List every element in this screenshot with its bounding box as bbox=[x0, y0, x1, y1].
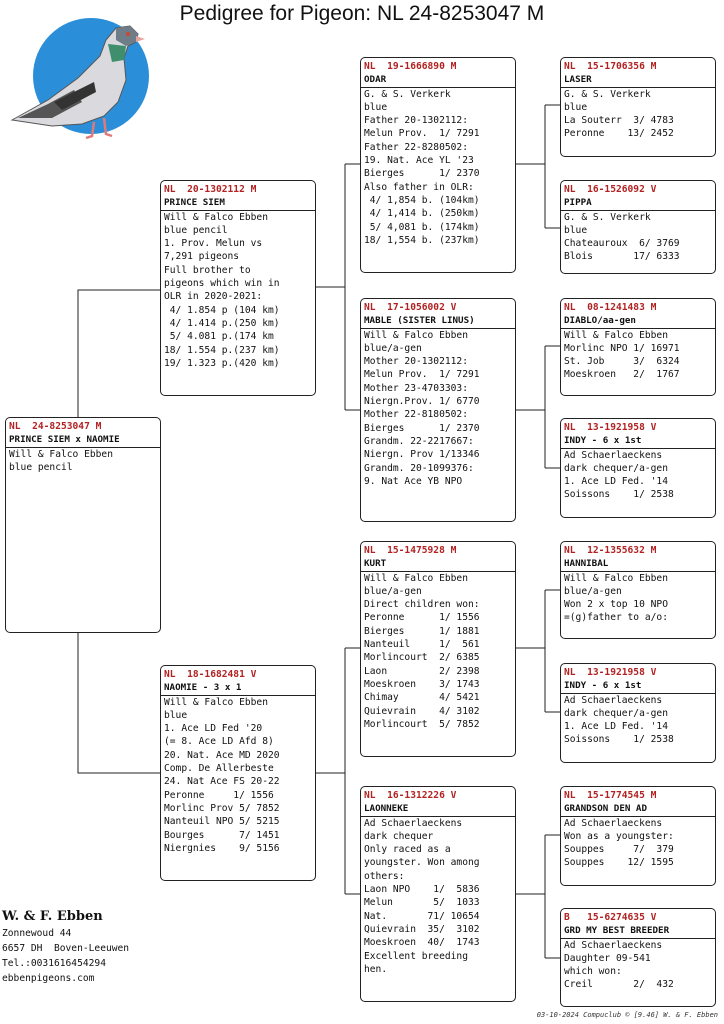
pigeon-name: LASER bbox=[561, 73, 715, 87]
card-line: Peronne 1/ 1556 bbox=[164, 789, 274, 801]
ring-number: NL 15-1475928 M bbox=[364, 545, 457, 556]
pigeon-name: KURT bbox=[361, 557, 515, 571]
pedigree-card-ggp-3 bbox=[560, 298, 716, 396]
breeder-address-street: Zonnewoud 44 bbox=[2, 928, 72, 939]
card-line: blue bbox=[164, 709, 188, 721]
card-line: St. Job 3/ 6324 bbox=[564, 356, 680, 368]
pigeon-name: PRINCE SIEM x NAOMIE bbox=[6, 433, 160, 447]
card-line: others: bbox=[364, 870, 405, 882]
card-line: Direct children won: bbox=[364, 599, 480, 611]
breeder-info bbox=[2, 908, 129, 986]
pigeon-name: NAOMIE - 3 x 1 bbox=[161, 681, 315, 695]
ring-number: NL 15-1774545 M bbox=[564, 790, 657, 801]
ring-number: NL 19-1666890 M bbox=[364, 61, 457, 72]
card-line: blue/a-gen bbox=[564, 585, 622, 597]
pedigree-card-father bbox=[160, 180, 316, 396]
pigeon-name: GRANDSON DEN AD bbox=[561, 802, 715, 816]
card-line: =(g)father to a/o: bbox=[564, 612, 668, 624]
card-line: Will & Falco Ebben bbox=[564, 329, 668, 341]
card-line: blue pencil bbox=[164, 224, 228, 236]
card-line: 24. Nat Ace FS 20-22 bbox=[164, 776, 280, 788]
ring-number: NL 12-1355632 M bbox=[564, 545, 657, 556]
ring-number: NL 24-8253047 M bbox=[9, 421, 102, 432]
card-line: Moeskroen 40/ 1743 bbox=[364, 937, 480, 949]
card-line: G. & S. Verkerk bbox=[564, 211, 651, 223]
card-line: Melun Prov. 1/ 7291 bbox=[364, 128, 480, 140]
card-line: Ad Schaerlaeckens bbox=[564, 817, 663, 829]
breeder-website: ebbenpigeons.com bbox=[2, 973, 95, 984]
ring-number: NL 15-1706356 M bbox=[564, 61, 657, 72]
card-line: Ad Schaerlaeckens bbox=[364, 817, 463, 829]
ring-number: NL 16-1312226 V bbox=[364, 790, 457, 801]
card-line: Melun Prov. 1/ 7291 bbox=[364, 369, 480, 381]
card-line: Mother 23-4703303: bbox=[364, 382, 468, 394]
card-line: Laon 2/ 2398 bbox=[364, 665, 480, 677]
pigeon-name: MABLE (SISTER LINUS) bbox=[361, 314, 515, 328]
card-line: 18/ 1,554 b. (237km) bbox=[364, 234, 480, 246]
card-line: Peronne 1/ 1556 bbox=[364, 612, 480, 624]
pedigree-card-paternal-grandfather bbox=[360, 57, 516, 273]
card-line: youngster. Won among bbox=[364, 857, 480, 869]
card-line: Chimay 4/ 5421 bbox=[364, 692, 480, 704]
card-line: Father 20-1302112: bbox=[364, 115, 468, 127]
pigeon-name: INDY - 6 x 1st bbox=[561, 434, 715, 448]
card-line: Also father in OLR: bbox=[364, 181, 474, 193]
pedigree-card-ggp-1 bbox=[560, 57, 716, 157]
card-line: Will & Falco Ebben bbox=[364, 572, 468, 584]
ring-number: NL 13-1921958 V bbox=[564, 422, 657, 433]
card-line: 19. Nat. Ace YL '23 bbox=[364, 155, 474, 167]
pigeon-name: GRD MY BEST BREEDER bbox=[561, 924, 715, 938]
card-line: Ad Schaerlaeckens bbox=[564, 939, 663, 951]
card-line: 4/ 1,414 b. (250km) bbox=[364, 208, 480, 220]
pedigree-card-maternal-grandfather bbox=[360, 541, 516, 757]
card-line: 1. Ace LD Fed. '14 bbox=[564, 721, 668, 733]
pigeon-name: ODAR bbox=[361, 73, 515, 87]
card-line: 9. Nat Ace YB NPO bbox=[364, 475, 463, 487]
card-line: Bierges 1/ 1881 bbox=[364, 625, 480, 637]
page-title: Pedigree for Pigeon: NL 24-8253047 M bbox=[179, 2, 545, 25]
card-line: dark chequer bbox=[364, 830, 434, 842]
card-line: Peronne 13/ 2452 bbox=[564, 128, 674, 140]
pigeon-name: INDY - 6 x 1st bbox=[561, 679, 715, 693]
card-line: Moeskroen 2/ 1767 bbox=[564, 369, 680, 381]
breeder-phone: Tel.:0031616454294 bbox=[2, 958, 106, 969]
card-line: blue bbox=[564, 224, 588, 236]
card-line: Soissons 1/ 2538 bbox=[564, 734, 674, 746]
pigeon-name: PIPPA bbox=[561, 196, 715, 210]
pedigree-card-ggp-5 bbox=[560, 541, 716, 639]
card-line: (= 8. Ace LD Afd 8) bbox=[164, 736, 274, 748]
ring-number: NL 18-1682481 V bbox=[164, 669, 257, 680]
card-line: Souppes 7/ 379 bbox=[564, 844, 674, 856]
pigeon-name: LAONNEKE bbox=[361, 802, 515, 816]
card-line: Quievrain 4/ 3102 bbox=[364, 705, 480, 717]
card-line: Niergnies 9/ 5156 bbox=[164, 842, 280, 854]
card-line: Will & Falco Ebben bbox=[564, 572, 668, 584]
pigeon-name: HANNIBAL bbox=[561, 557, 715, 571]
card-line: 5/ 4.081 p.(174 km bbox=[164, 331, 274, 343]
pigeon-name: DIABLO/aa-gen bbox=[561, 314, 715, 328]
breeder-address-city: 6657 DH Boven-Leeuwen bbox=[2, 943, 130, 954]
card-line: Niergn.Prov. 1/ 6770 bbox=[364, 396, 480, 408]
card-line: which won: bbox=[564, 966, 622, 978]
card-line: Laon NPO 1/ 5836 bbox=[364, 884, 480, 896]
card-line: blue/a-gen bbox=[364, 342, 422, 354]
card-line: Ad Schaerlaeckens bbox=[564, 694, 663, 706]
pedigree-card-ggp-7 bbox=[560, 786, 716, 886]
card-line: Bierges 1/ 2370 bbox=[364, 168, 480, 180]
card-line: dark chequer/a-gen bbox=[564, 707, 668, 719]
card-line: Bierges 1/ 2370 bbox=[364, 422, 480, 434]
ring-number: NL 13-1921958 V bbox=[564, 667, 657, 678]
card-line: Mother 20-1302112: bbox=[364, 356, 468, 368]
ring-number: NL 17-1056002 V bbox=[364, 302, 457, 313]
pedigree-card-ggp-4 bbox=[560, 418, 716, 518]
pedigree-card-paternal-grandmother bbox=[360, 298, 516, 522]
card-line: 1. Ace LD Fed. '14 bbox=[564, 476, 668, 488]
card-line: 1. Ace LD Fed '20 bbox=[164, 723, 263, 735]
card-line: Will & Falco Ebben bbox=[9, 448, 113, 460]
card-line: G. & S. Verkerk bbox=[364, 88, 451, 100]
card-line: Won as a youngster: bbox=[564, 830, 674, 842]
card-line: Mother 22-8180502: bbox=[364, 409, 468, 421]
card-line: pigeons which win in bbox=[164, 278, 280, 290]
ring-number: NL 16-1526092 V bbox=[564, 184, 657, 195]
card-line: Morlinc NPO 1/ 16971 bbox=[564, 342, 680, 354]
card-line: 4/ 1.854 p (104 km) bbox=[164, 304, 280, 316]
card-line: 4/ 1,854 b. (104km) bbox=[364, 194, 480, 206]
ring-number: B 15-6274635 V bbox=[564, 912, 657, 923]
card-line: Souppes 12/ 1595 bbox=[564, 857, 674, 869]
card-line: Grandm. 22-2217667: bbox=[364, 435, 474, 447]
card-line: Melun 5/ 1033 bbox=[364, 897, 480, 909]
card-line: Soissons 1/ 2538 bbox=[564, 489, 674, 501]
card-line: G. & S. Verkerk bbox=[564, 88, 651, 100]
card-line: Moeskroen 3/ 1743 bbox=[364, 678, 480, 690]
card-line: Nanteuil 1/ 561 bbox=[364, 639, 480, 651]
card-line: Ad Schaerlaeckens bbox=[564, 449, 663, 461]
card-line: 1. Prov. Melun vs bbox=[164, 238, 263, 250]
card-line: 19/ 1.323 p.(420 km) bbox=[164, 357, 280, 369]
card-line: Morlincourt 5/ 7852 bbox=[364, 718, 480, 730]
card-line: hen. bbox=[364, 963, 388, 975]
card-line: OLR in 2020-2021: bbox=[164, 291, 263, 303]
card-line: Will & Falco Ebben bbox=[364, 329, 468, 341]
card-line: Morlincourt 2/ 6385 bbox=[364, 652, 480, 664]
card-line: Won 2 x top 10 NPO bbox=[564, 599, 668, 611]
ring-number: NL 20-1302112 M bbox=[164, 184, 257, 195]
pedigree-card-ggp-2 bbox=[560, 180, 716, 274]
card-line: 18/ 1.554 p.(237 km) bbox=[164, 344, 280, 356]
card-line: La Souterr 3/ 4783 bbox=[564, 115, 674, 127]
card-line: Morlinc Prov 5/ 7852 bbox=[164, 802, 280, 814]
card-line: Father 22-8280502: bbox=[364, 141, 468, 153]
pedigree-card-ggp-6 bbox=[560, 663, 716, 763]
pedigree-card-subject bbox=[5, 417, 161, 633]
card-line: Only raced as a bbox=[364, 844, 451, 856]
card-line: Comp. De Allerbeste bbox=[164, 763, 274, 775]
card-line: Grandm. 20-1099376: bbox=[364, 462, 474, 474]
card-line: Excellent breeding bbox=[364, 950, 468, 962]
card-line: 5/ 4,081 b. (174km) bbox=[364, 221, 480, 233]
card-line: Nanteuil NPO 5/ 5215 bbox=[164, 816, 280, 828]
card-line: blue bbox=[364, 101, 388, 113]
card-line: Quievrain 35/ 3102 bbox=[364, 923, 480, 935]
footer-credit: 03-10-2024 Compuclub © [9.46] W. & F. Ebben bbox=[536, 1011, 718, 1019]
card-line: Full brother to bbox=[164, 264, 251, 276]
breeder-name: W. & F. Ebben bbox=[2, 909, 103, 924]
card-line: Blois 17/ 6333 bbox=[564, 251, 680, 263]
card-line: blue/a-gen bbox=[364, 585, 422, 597]
card-line: Daughter 09-541 bbox=[564, 952, 651, 964]
card-line: Bourges 7/ 1451 bbox=[164, 829, 280, 841]
pedigree-card-mother bbox=[160, 665, 316, 881]
card-line: Nat. 71/ 10654 bbox=[364, 910, 480, 922]
card-line: dark chequer/a-gen bbox=[564, 462, 668, 474]
card-line: 7,291 pigeons bbox=[164, 251, 240, 263]
card-line: Chateauroux 6/ 3769 bbox=[564, 238, 680, 250]
card-line: Will & Falco Ebben bbox=[164, 696, 268, 708]
card-line: Will & Falco Ebben bbox=[164, 211, 268, 223]
card-line: blue pencil bbox=[9, 461, 73, 473]
pedigree-card-ggp-8 bbox=[560, 908, 716, 1007]
card-line: Creil 2/ 432 bbox=[564, 979, 674, 991]
ring-number: NL 08-1241483 M bbox=[564, 302, 657, 313]
card-line: 4/ 1.414 p.(250 km) bbox=[164, 317, 280, 329]
pigeon-name: PRINCE SIEM bbox=[161, 196, 315, 210]
pedigree-card-maternal-grandmother bbox=[360, 786, 516, 1002]
card-line: blue bbox=[564, 101, 588, 113]
card-line: 20. Nat. Ace MD 2020 bbox=[164, 749, 280, 761]
card-line: Niergn. Prov 1/13346 bbox=[364, 449, 480, 461]
